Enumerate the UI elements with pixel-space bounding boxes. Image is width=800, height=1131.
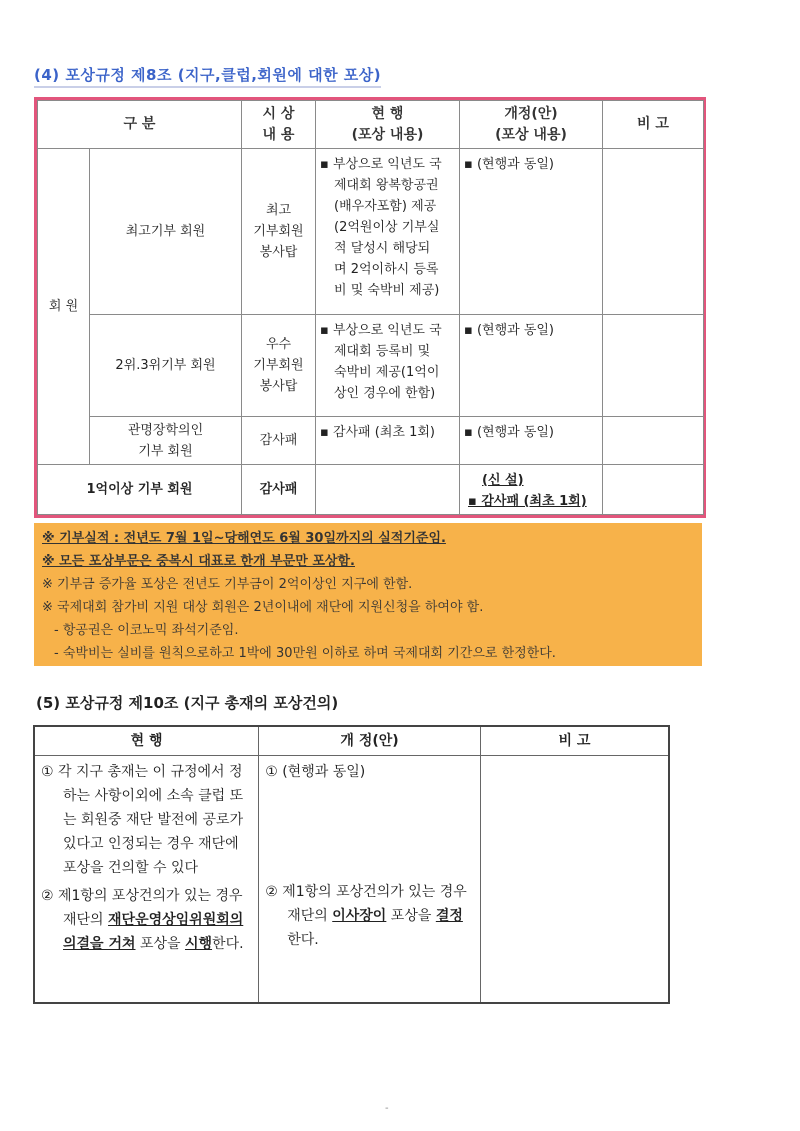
current-paragraph-1: ① 각 지구 총재는 이 규정에서 정하는 사항이외에 소속 클럽 또는 회원중 재단 발전에 공로가 있다고 인정되는 경우 재단에 포상을 건의할 수 있다 [41,764,244,876]
row-name: 관명장학의인 기부 회원 [90,417,242,465]
award-table [37,100,704,515]
row-award: 감사패 [242,465,316,515]
current-cell [34,756,259,1004]
header-remarks: 비 고 [480,726,669,756]
row-remarks [603,149,704,315]
notes-box [34,523,702,666]
revised-paragraph-1: ① (현행과 동일) [265,764,366,780]
row-current [316,465,460,515]
row-name: 1억이상 기부 회원 [38,465,242,515]
group-label: 회 원 [38,149,90,465]
remarks-cell [480,756,669,1004]
row-remarks [603,465,704,515]
section-5-title: (5) 포상규정 제10조 (지구 총재의 포상건의) [36,694,339,712]
header-category: 구 분 [38,101,242,149]
row-current: ▪ 부상으로 익년도 국 제대회 등록비 및 숙박비 제공(1억이 상인 경우에 한함) [316,315,460,417]
header-revised: 개정(안) (포상 내용) [460,101,603,149]
note-line: ※ 기부실적 : 전년도 7월 1일~당해연도 6월 30일까지의 실적기준임. [42,531,446,546]
header-award: 시 상 내 용 [242,101,316,149]
row-award: 최고 기부회원 봉사탑 [242,149,316,315]
award-table-container [34,97,706,518]
row-current: ▪ 부상으로 익년도 국 제대회 왕복항공권 (배우자포함) 제공 (2억원이상 기부실 적 달성시 해당되 며 2억이하시 등록 비 및 숙박비 제공) [316,149,460,315]
note-line: ※ 모든 포상부문은 중복시 대표로 한개 부문만 포상함. [42,554,355,569]
header-current: 현 행 [34,726,259,756]
page-number: - [385,1103,389,1114]
note-line: - 항공권은 이코노믹 좌석기준임. [54,623,239,638]
row-award: 우수 기부회원 봉사탑 [242,315,316,417]
note-line: ※ 기부금 증가율 포상은 전년도 기부금이 2억이상인 지구에 한함. [42,577,413,592]
note-line: ※ 국제대회 참가비 지원 대상 회원은 2년이내에 재단에 지원신청을 하여야 함. [42,600,484,615]
row-revised: ▪ (현행과 동일) [460,315,603,417]
row-remarks [603,417,704,465]
revised-cell [259,756,481,1004]
revised-paragraph-2: ② 제1항의 포상건의가 있는 경우 재단의 이사장이 포상을 결정한다. [265,884,467,948]
row-name: 최고기부 회원 [90,149,242,315]
row-award: 감사패 [242,417,316,465]
row-revised: ▪ (현행과 동일) [460,417,603,465]
row-name: 2위.3위기부 회원 [90,315,242,417]
current-paragraph-2: ② 제1항의 포상건의가 있는 경우 재단의 재단운영상임위원회의 의결을 거쳐 포상을 시행한다. [41,888,244,952]
row-revised: ▪ (현행과 동일) [460,149,603,315]
row-revised: (신 설) ▪ 감사패 (최초 1회) [460,465,603,515]
header-revised: 개 정(안) [259,726,481,756]
section-4-title: (4) 포상규정 제8조 (지구,클럽,회원에 대한 포상) [34,64,381,88]
row-current: ▪ 감사패 (최초 1회) [316,417,460,465]
header-remarks: 비 고 [603,101,704,149]
row-remarks [603,315,704,417]
note-line: - 숙박비는 실비를 원칙으로하고 1박에 30만원 이하로 하며 국제대회 기간으로 한정한다. [54,646,556,661]
proposal-table [33,725,670,1004]
header-current: 현 행 (포상 내용) [316,101,460,149]
